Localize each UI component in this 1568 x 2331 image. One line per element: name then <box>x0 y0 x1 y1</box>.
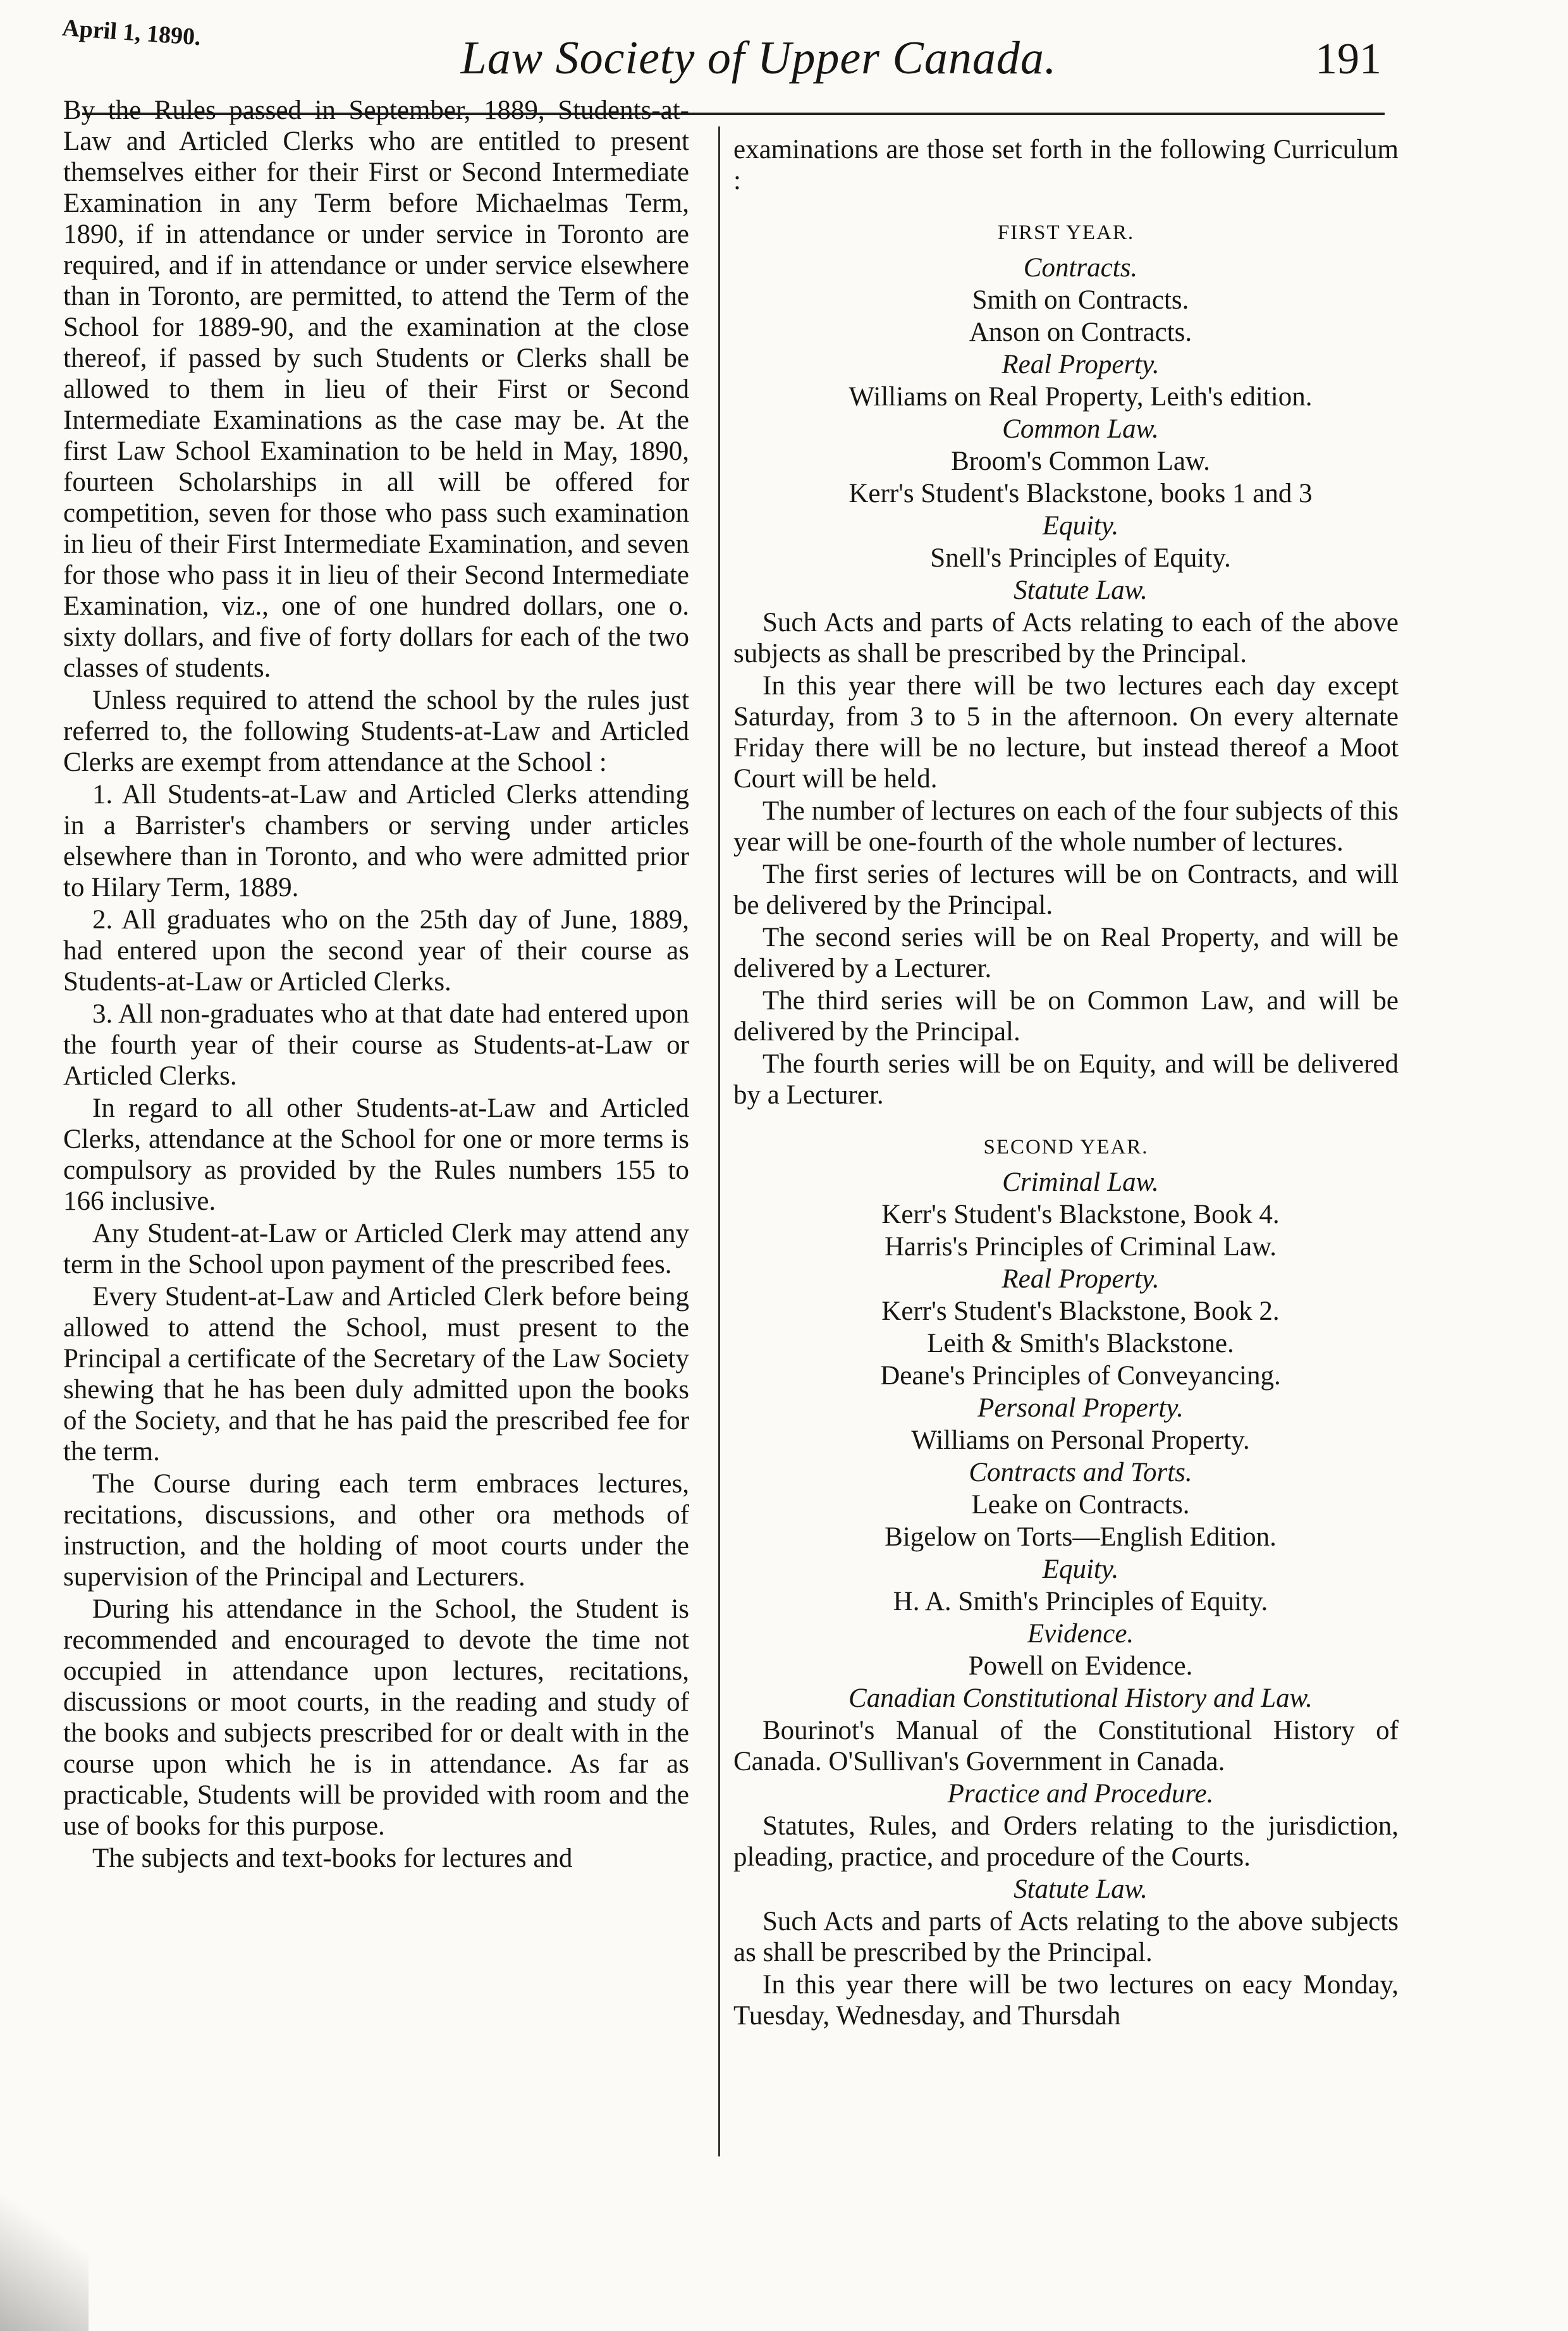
paragraph: The number of lectures on each of the four subjects of this year will be one-fourth of the whole number of lectures. <box>733 796 1399 857</box>
paragraph: Unless required to attend the school by the rules just referred to, the following Students-at-Law and Articled Clerks are exempt from attendance at the School : <box>63 686 689 777</box>
paragraph: During his attendance in the School, the Student is recommended and encouraged to devote the time not occupied in attendance upon lectures, recitations, discussions or moot courts, in the reading and study of the books and subjects prescribed for or dealt with in the course upon which he is in attendance. As far as practicable, Students will be provided with room and the use of books for this purpose. <box>63 1594 689 1841</box>
curriculum-intro: examinations are those set forth in the following Curriculum : <box>733 135 1399 195</box>
subject-heading: Personal Property. <box>977 1393 1184 1423</box>
text-book: Broom's Common Law. <box>951 446 1210 476</box>
paragraph: 1. All Students-at-Law and Articled Clerks attending in a Barrister's chambers or serving under articles elsewhere than in Toronto, and who were admitted prior to Hilary Term, 1889. <box>63 780 689 902</box>
paragraph: Such Acts and parts of Acts relating to each of the above subjects as shall be prescribed by the Principal. <box>733 608 1399 668</box>
subject-heading: Real Property. <box>1001 350 1160 379</box>
subject-heading: Practice and Procedure. <box>947 1779 1214 1809</box>
subject-heading: Criminal Law. <box>1002 1167 1159 1197</box>
text-book: Powell on Evidence. <box>968 1651 1193 1681</box>
text-book: Bigelow on Torts—English Edition. <box>885 1522 1277 1552</box>
text-book: Snell's Principles of Equity. <box>930 543 1231 573</box>
paragraph: The fourth series will be on Equity, and will be delivered by a Lecturer. <box>733 1049 1399 1110</box>
right-column <box>733 134 1399 2033</box>
text-book: Kerr's Student's Blackstone, Book 4. <box>881 1200 1280 1229</box>
page-number: 191 <box>1315 35 1381 83</box>
subject-heading: Statute Law. <box>1014 1874 1148 1904</box>
page-corner-shadow <box>0 2192 89 2331</box>
text-book: H. A. Smith's Principles of Equity. <box>893 1587 1268 1616</box>
paragraph: By the Rules passed in September, 1889, Students-at-Law and Articled Clerks who are entitled to present themselves either for their First or Second Intermediate Examination in any Term before Michaelmas Term, 1890, if in attendance or under service in Toronto are required, and if in attendance or under service elsewhere than in Toronto, are permitted, to attend the Term of the School for 1889-90, and the examination at the close thereof, if passed by such Students or Clerks shall be allowed to them in lieu of their First or Second Intermediate Examinations as the case may be. At the first Law School Examination to be held in May, 1890, fourteen Scholarships in all will be offered for competition, seven for those who pass such examination in lieu of their First Intermediate Examination, and seven for those who pass it in lieu of their Second Intermediate Examination, viz., one of one hundred dollars, one o. sixty dollars, and five of forty dollars for each of the two classes of students. <box>63 95 689 683</box>
paragraph: Statutes, Rules, and Orders relating to the jurisdiction, pleading, practice, and procedure of the Courts. <box>733 1811 1399 1872</box>
text-book: Anson on Contracts. <box>969 317 1192 347</box>
text-book: Leake on Contracts. <box>971 1490 1190 1520</box>
text-book: Smith on Contracts. <box>972 285 1189 315</box>
subject-heading: Contracts. <box>1023 253 1138 283</box>
second-year-heading: SECOND YEAR. <box>983 1136 1149 1159</box>
subject-heading: Common Law. <box>1002 414 1159 444</box>
subject-heading: Real Property. <box>1001 1264 1160 1294</box>
paragraph: In regard to all other Students-at-Law and Articled Clerks, attendance at the School for one or more terms is compulsory as provided by the Rules numbers 155 to 166 inclusive. <box>63 1093 689 1216</box>
subject-heading: Statute Law. <box>1014 575 1148 605</box>
text-book: Kerr's Student's Blackstone, books 1 and 3 <box>848 479 1313 508</box>
paragraph: The third series will be on Common Law, and will be delivered by the Principal. <box>733 986 1399 1047</box>
paragraph: The Course during each term embraces lectures, recitations, discussions, and other ora methods of instruction, and the holding of moot courts under the supervision of the Principal and Lecturers. <box>63 1469 689 1592</box>
subject-heading: Contracts and Torts. <box>969 1458 1192 1487</box>
paragraph: The second series will be on Real Property, and will be delivered by a Lecturer. <box>733 923 1399 983</box>
subject-heading: Evidence. <box>1027 1619 1134 1649</box>
text-book: Deane's Principles of Conveyancing. <box>880 1361 1281 1391</box>
paragraph: 2. All graduates who on the 25th day of June, 1889, had entered upon the second year of their course as Students-at-Law or Articled Clerks. <box>63 905 689 997</box>
paragraph: In this year there will be two lectures each day except Saturday, from 3 to 5 in the afternoon. On every alternate Friday there will be no lecture, but instead thereof a Moot Court will be held. <box>733 671 1399 794</box>
paragraph: The first series of lectures will be on Contracts, and will be delivered by the Principal. <box>733 859 1399 920</box>
paragraph: Any Student-at-Law or Articled Clerk may attend any term in the School upon payment of the prescribed fees. <box>63 1219 689 1279</box>
running-title: Law Society of Upper Canada. <box>460 32 1057 84</box>
subject-heading: Equity. <box>1042 511 1119 541</box>
column-divider <box>718 126 720 2156</box>
text-book: Harris's Principles of Criminal Law. <box>885 1232 1277 1262</box>
subject-heading: Canadian Constitutional History and Law. <box>848 1683 1313 1713</box>
text-book: Williams on Personal Property. <box>911 1425 1250 1455</box>
issue-date: April 1, 1890. <box>61 14 202 51</box>
text-book: Leith & Smith's Blackstone. <box>927 1329 1234 1358</box>
paragraph: 3. All non-graduates who at that date had entered upon the fourth year of their course as Students-at-Law or Articled Clerks. <box>63 999 689 1091</box>
text-book: Williams on Real Property, Leith's edition. <box>848 382 1313 412</box>
paragraph: Every Student-at-Law and Articled Clerk before being allowed to attend the School, must present to the Principal a certificate of the Secretary of the Law Society shewing that he has been duly admitted upon the books of the Society, and that he has paid the prescribed fee for the term. <box>63 1282 689 1467</box>
paragraph: In this year there will be two lectures on eacy Monday, Tuesday, Wednesday, and Thursdah <box>733 1970 1399 2031</box>
text-book: Kerr's Student's Blackstone, Book 2. <box>881 1296 1280 1326</box>
paragraph: Bourinot's Manual of the Constitutional History of Canada. O'Sullivan's Government in Canada. <box>733 1716 1399 1776</box>
left-column <box>63 95 689 1875</box>
paragraph: Such Acts and parts of Acts relating to the above subjects as shall be prescribed by the Principal. <box>733 1907 1399 1967</box>
subject-heading: Equity. <box>1042 1554 1119 1584</box>
paragraph: The subjects and text-books for lectures and <box>92 1843 573 1873</box>
first-year-heading: FIRST YEAR. <box>997 221 1135 244</box>
